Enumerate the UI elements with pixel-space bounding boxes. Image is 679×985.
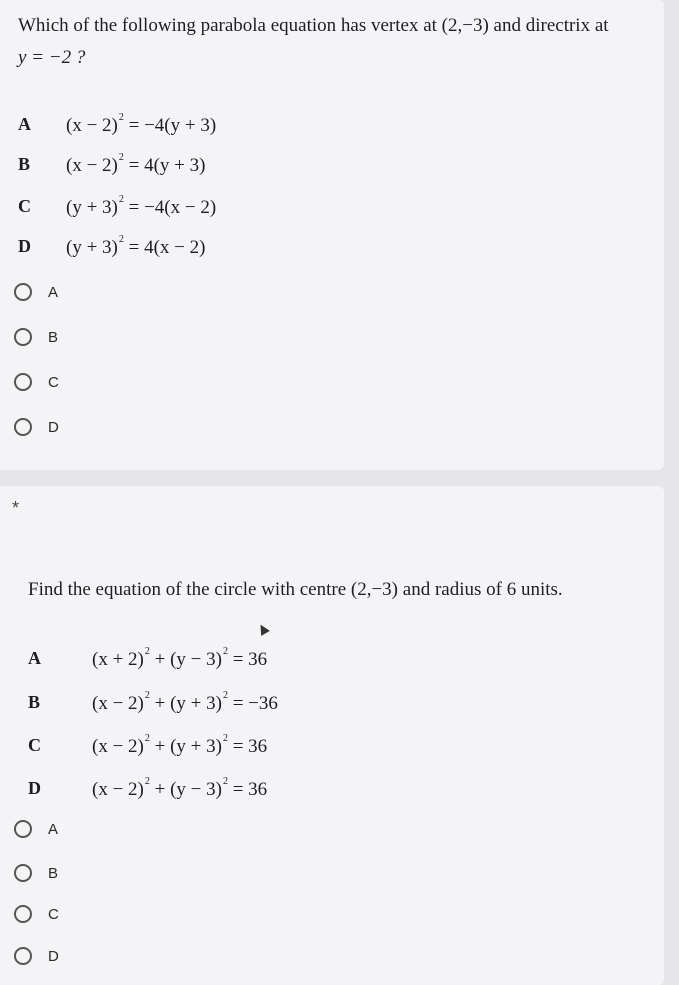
equation-part: = −4(x − 2) <box>123 197 217 218</box>
option-equation <box>92 776 267 801</box>
exponent: 2 <box>118 152 124 163</box>
exponent: 2 <box>222 733 228 744</box>
equation-part: = −4(y + 3) <box>123 115 217 136</box>
radio-circle-icon[interactable] <box>14 820 32 838</box>
option-equation <box>66 152 205 177</box>
radio-label: A <box>48 820 59 838</box>
radio-label: B <box>48 864 59 882</box>
radio-label: C <box>48 905 59 923</box>
option-letter: C <box>28 735 41 755</box>
radio-choice-c[interactable] <box>14 373 59 391</box>
radio-choice-a[interactable] <box>14 283 58 301</box>
option-equation <box>92 646 267 671</box>
radio-choice-c[interactable] <box>14 905 59 923</box>
option-letter: B <box>28 692 41 712</box>
option-equation <box>92 690 278 715</box>
equation-part: (x − 2) <box>66 155 118 176</box>
question-text-1 <box>18 10 658 74</box>
equation-part: = 36 <box>227 736 268 757</box>
radio-label: C <box>48 373 59 391</box>
option-equation <box>92 733 267 758</box>
equation-part: + (y − 3) <box>149 649 222 670</box>
radio-choice-b[interactable] <box>14 864 58 882</box>
equation-part: (x − 2) <box>92 693 144 714</box>
option-equation <box>66 194 216 219</box>
radio-circle-icon[interactable] <box>14 905 32 923</box>
equation-part: + (y + 3) <box>149 693 222 714</box>
exponent: 2 <box>118 234 124 245</box>
exponent: 2 <box>118 194 124 205</box>
directrix-value: y = −2 ? <box>18 47 86 68</box>
equation-part: (x − 2) <box>92 779 144 800</box>
equation-part: + (y − 3) <box>149 779 222 800</box>
equation-part: = 36 <box>227 779 268 800</box>
radio-circle-icon[interactable] <box>14 864 32 882</box>
radio-circle-icon[interactable] <box>14 283 32 301</box>
radio-label: B <box>48 328 59 346</box>
option-equation <box>66 234 205 259</box>
option-letter: B <box>18 154 31 174</box>
option-row-c <box>28 733 267 758</box>
exponent: 2 <box>222 646 228 657</box>
exponent: 2 <box>118 112 124 123</box>
radio-circle-icon[interactable] <box>14 373 32 391</box>
exponent: 2 <box>144 690 150 701</box>
option-row-d <box>28 776 267 801</box>
radio-choice-b[interactable] <box>14 328 58 346</box>
equation-part: + (y + 3) <box>149 736 222 757</box>
radio-choice-a[interactable] <box>14 820 58 838</box>
option-row-b <box>28 690 278 715</box>
option-letter: A <box>28 648 41 668</box>
question-text-part: and radius of 6 units. <box>398 579 563 600</box>
radio-circle-icon[interactable] <box>14 418 32 436</box>
equation-part: (x − 2) <box>92 736 144 757</box>
equation-part: (y + 3) <box>66 197 118 218</box>
vertex-value: (2,−3) <box>441 15 489 36</box>
question-text-part: and directrix at <box>488 15 609 36</box>
equation-part: (y + 3) <box>66 237 118 258</box>
question-text-part: Find the equation of the circle with centre <box>28 579 351 600</box>
radio-label: A <box>48 283 59 301</box>
radio-choice-d[interactable] <box>14 418 59 436</box>
option-row-a <box>18 112 216 137</box>
equation-part: (x + 2) <box>92 649 144 670</box>
option-letter: A <box>18 114 31 134</box>
option-equation <box>66 112 216 137</box>
exponent: 2 <box>222 776 228 787</box>
exponent: 2 <box>144 646 150 657</box>
option-row-d <box>18 234 205 259</box>
radio-label: D <box>48 947 59 965</box>
equation-part: = 4(x − 2) <box>123 237 206 258</box>
option-row-b <box>18 152 205 177</box>
radio-choice-d[interactable] <box>14 947 59 965</box>
radio-label: D <box>48 418 59 436</box>
radio-circle-icon[interactable] <box>14 328 32 346</box>
exponent: 2 <box>144 733 150 744</box>
exponent: 2 <box>144 776 150 787</box>
radio-circle-icon[interactable] <box>14 947 32 965</box>
option-row-c <box>18 194 216 219</box>
centre-value: (2,−3) <box>350 579 399 600</box>
equation-part: = 36 <box>227 649 268 670</box>
question-text-part: Which of the following parabola equation has vertex at <box>18 15 442 36</box>
required-marker: * <box>12 498 20 518</box>
equation-part: = −36 <box>227 693 278 714</box>
option-letter: C <box>18 196 31 216</box>
question-card-1 <box>0 0 664 470</box>
option-letter: D <box>18 236 31 256</box>
option-letter: D <box>28 778 41 798</box>
question-text-2 <box>28 574 668 606</box>
equation-part: = 4(y + 3) <box>123 155 206 176</box>
option-row-a <box>28 646 267 671</box>
exponent: 2 <box>222 690 228 701</box>
equation-part: (x − 2) <box>66 115 118 136</box>
